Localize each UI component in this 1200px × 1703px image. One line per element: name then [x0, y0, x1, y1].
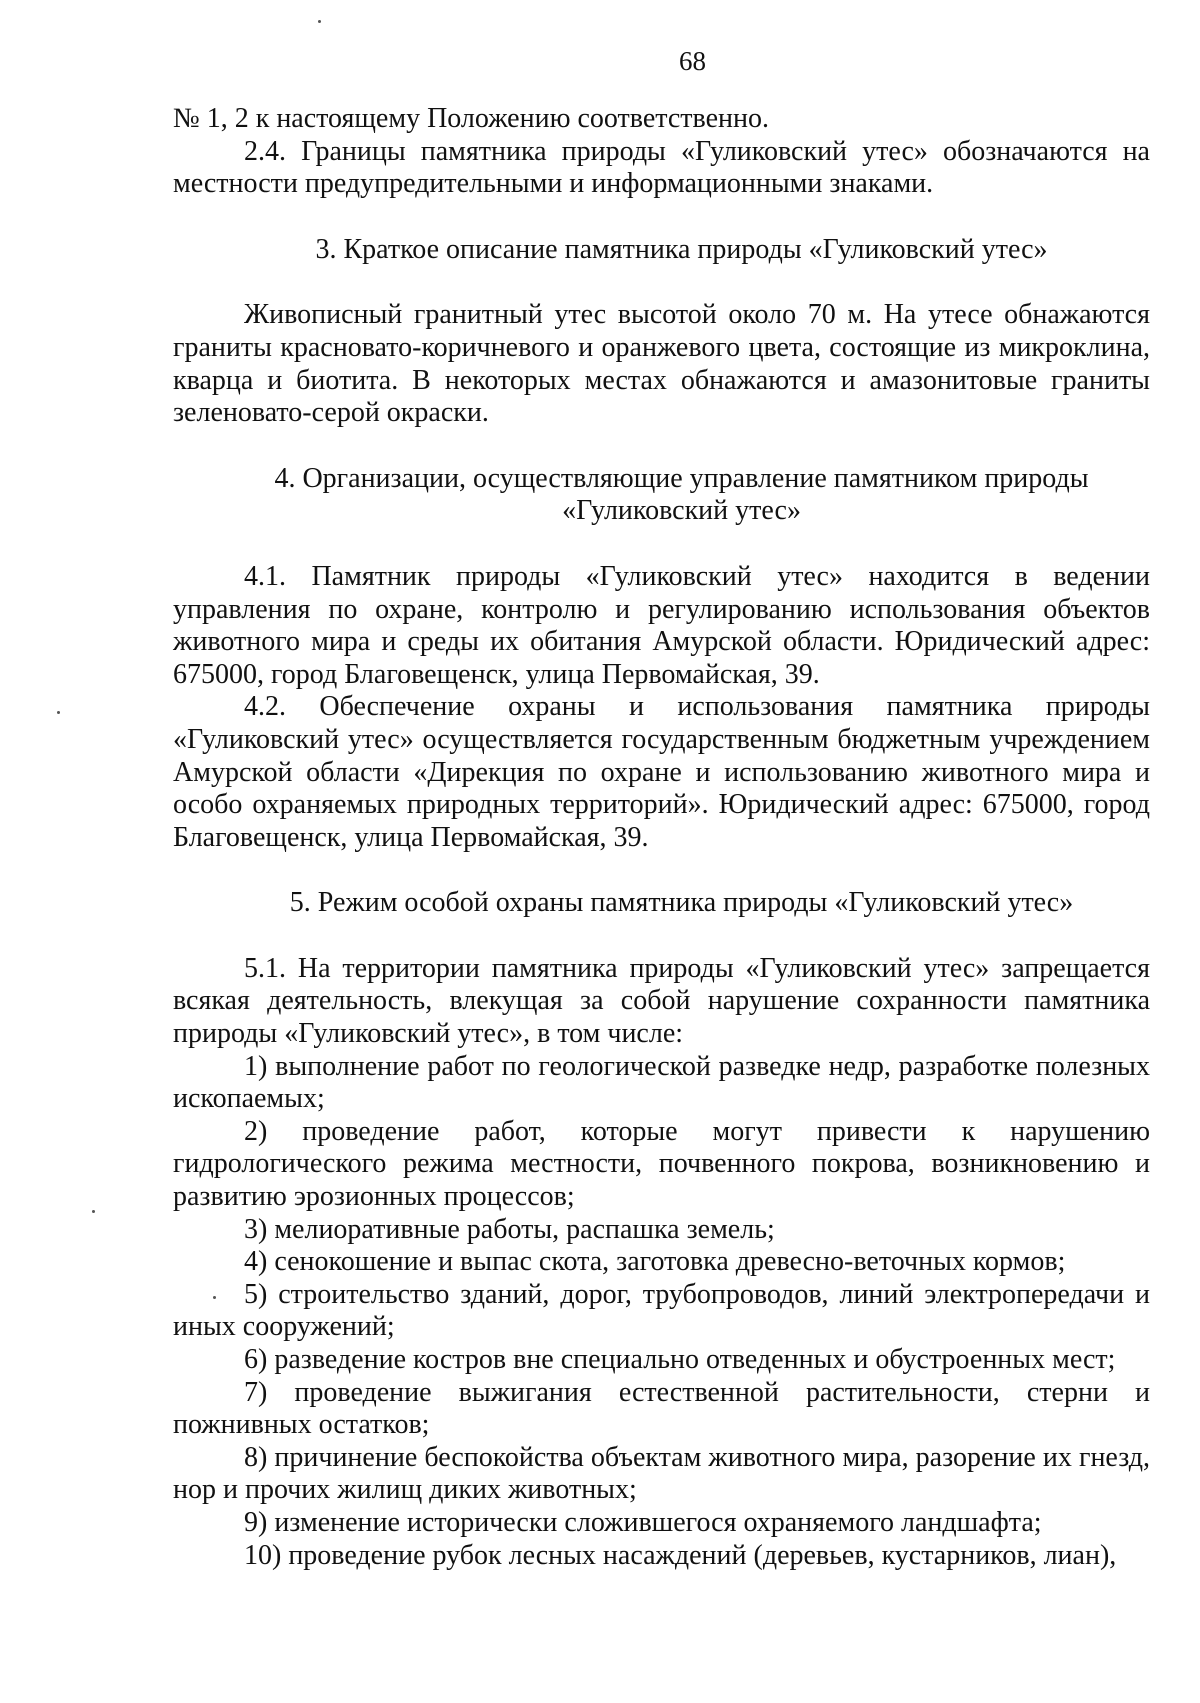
spacer [173, 528, 1150, 561]
section-heading-4-line1: 4. Организации, осуществляющие управление памятником природы [274, 462, 1089, 494]
document-body [173, 103, 1150, 1572]
spacer [173, 266, 1150, 299]
paragraph-2-4: 2.4. Границы памятника природы «Гуликовский утес» обозначаются на местности предупредительными и информационными знаками. [173, 135, 1150, 200]
paragraph-description: Живописный гранитный утес высотой около 70 м. На утесе обнажаются граниты красновато-коричневого и оранжевого цвета, состоящие из микроклина, кварца и биотита. В некоторых местах обнажаются и амазонитовые граниты зеленовато-серой окраски. [173, 299, 1150, 429]
spacer [173, 430, 1150, 463]
paragraph-5-1: 5.1. На территории памятника природы «Гуликовский утес» запрещается всякая деятельность, влекущая за собой нарушение сохранности памятника природы «Гуликовский утес», в том числе: [173, 952, 1150, 1050]
spacer [173, 854, 1150, 887]
paragraph-4-2: 4.2. Обеспечение охраны и использования памятника природы «Гуликовский утес» осуществляется государственным бюджетным учреждением Амурской области «Дирекция по охране и использованию животного мира и особо охраняемых природных территорий». Юридический адрес: 675000, город Благовещенск, улица Первомайская, 39. [173, 691, 1150, 853]
list-item-7: 7) проведение выжигания естественной растительности, стерни и пожнивных остатков; [173, 1376, 1150, 1441]
section-heading-4-line2: «Гуликовский утес» [562, 495, 801, 527]
list-item-10: 10) проведение рубок лесных насаждений (деревьев, кустарников, лиан), [244, 1539, 1117, 1571]
list-item-6: 6) разведение костров вне специально отведенных и обустроенных мест; [244, 1344, 1116, 1375]
list-item-4: 4) сенокошение и выпас скота, заготовка древесно-веточных кормов; [244, 1246, 1066, 1278]
paragraph-continuation: № 1, 2 к настоящему Положению соответственно. [173, 103, 769, 134]
list-item-8: 8) причинение беспокойства объектам животного мира, разорение их гнезд, нор и прочих жилищ диких животных; [173, 1441, 1150, 1506]
spacer [173, 201, 1150, 234]
spacer [173, 920, 1150, 953]
list-item-9: 9) изменение исторически сложившегося охраняемого ландшафта; [244, 1506, 1042, 1538]
scan-speck [318, 20, 321, 23]
section-heading-5: 5. Режим особой охраны памятника природы «Гуликовский утес» [289, 887, 1074, 919]
list-item-5: 5) строительство зданий, дорог, трубопроводов, линий электропередачи и иных сооружений; [173, 1278, 1150, 1343]
list-item-2: 2) проведение работ, которые могут привести к нарушению гидрологического режима местности, почвенного покрова, возникновению и развитию эрозионных процессов; [173, 1115, 1150, 1213]
scan-speck [92, 1210, 95, 1213]
list-item-1: 1) выполнение работ по геологической разведке недр, разработке полезных ископаемых; [173, 1050, 1150, 1115]
page-number: 68 [679, 46, 706, 76]
list-item-3: 3) мелиоративные работы, распашка земель; [244, 1213, 775, 1245]
paragraph-4-1: 4.1. Памятник природы «Гуликовский утес» находится в ведении управления по охране, контролю и регулированию использования объектов животного мира и среды их обитания Амурской области. Юридический адрес: 675000, город Благовещенск, улица Первомайская, 39. [173, 560, 1150, 690]
section-heading-3: 3. Краткое описание памятника природы «Гуликовский утес» [315, 233, 1048, 265]
scan-speck [57, 711, 60, 714]
